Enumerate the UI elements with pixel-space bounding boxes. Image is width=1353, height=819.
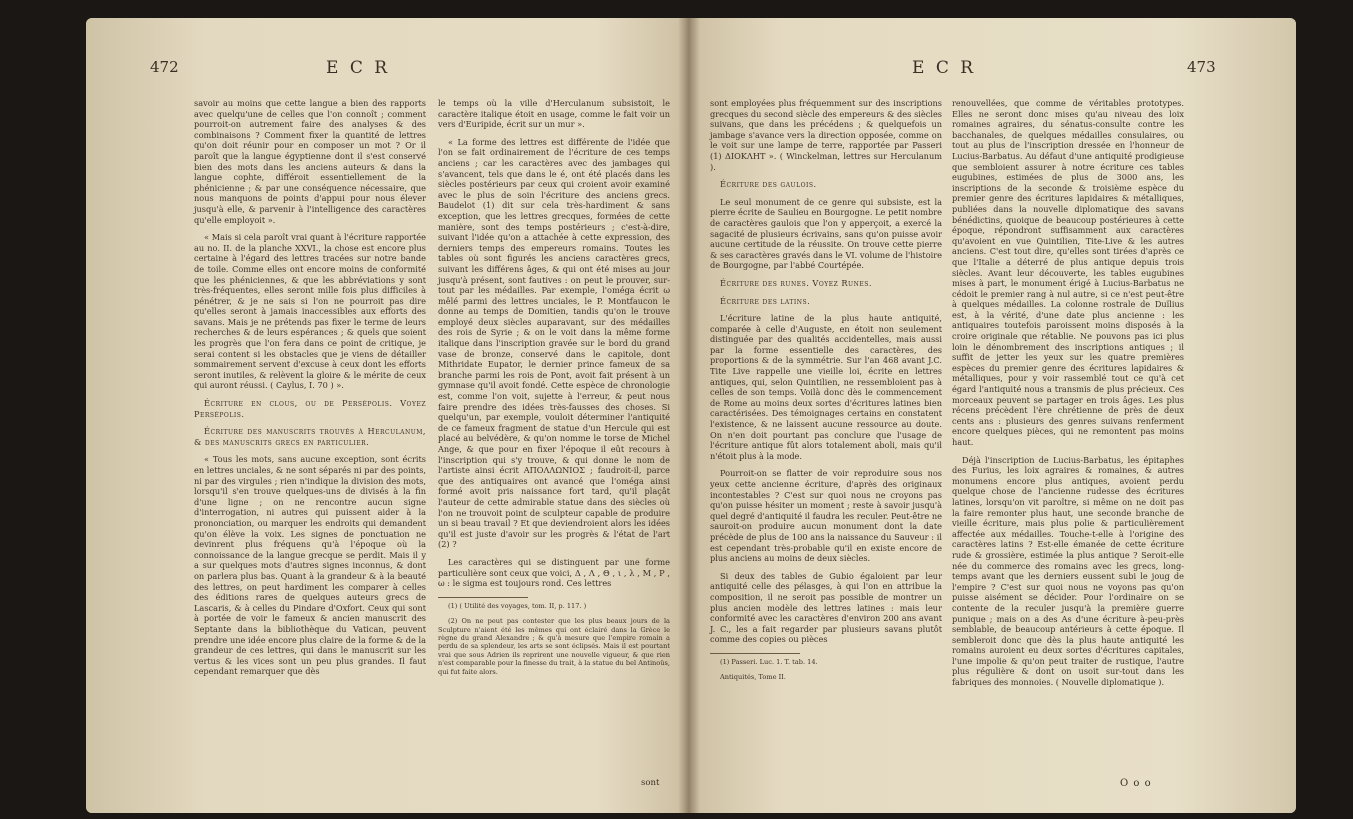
paragraph: savoir au moins que cette langue a bien des rapports avec quelqu'une de celles que l'on connoît ; comment pourroit-on autrement faire des analyses & des combinaisons ? Comment fixer la quantité de lettres qu'on doit réunir pour en composer un mot ? Or il paroît que la langue égyptienne dont il s'est conservé bien des mots dans les anciens auteurs & dans la langue cophte, différoit essentiellement de la phénicienne ; & par une conséquence nécessaire, que nous manquons de points d'appui pour nous élever jusqu'à elle, & parvenir à l'intelligence des caractères qu'elle employoit ». [194, 98, 426, 225]
paragraph: renouvellées, que comme de véritables prototypes. Elles ne seront donc mises qu'au niveau des loix romaines agraires, du sénatus-consulte contre les bacchanales, de quelques médailles consulaires, ou tout au plus de l'inscription dressée en l'honneur de Lucius-Barbatus. Au défaut d'une antiquité prodigieuse que sembloient assurer à notre écriture ces tables eugubines, estimées de plus de 3000 ans, les inscriptions de la seconde & troisième espèce du premier genre des écritures lapidaires & métalliques, publiées dans la nouvelle diplomatique des savans bénédictins, quoique de beaucoup postérieures à cette époque, répondront suffisamment aux caractères qu'avoient en vue Quintilien, Tite-Live & les autres anciens. C'est tout dire, qu'elles sont tirées d'après ce que l'Italie a déterré de plus antique depuis trois siècles. Avant leur découverte, les tables eugubines mises à part, le monument érigé à Lucius-Barbatus ne cédoit le premier rang à nul autre, si ce n'est peut-être à quelques médailles. La colonne rostrale de Duïlius est, à la vérité, d'une date plus ancienne : les antiquaires toutefois paroissent moins disposés à la croire originale que rétablie. Ne pouvons pas ici plus loin le dénombrement des inscriptions antiques ; il suffit de jetter les yeux sur les quatre premières espèces du premier genre des écritures lapidaires & métalliques, pour y voir rassemblé tout ce qu'à cet égard l'antiquité nous a transmis de plus précieux. Ces morceaux peuvent se partager en trois âges. Les plus récens précèdent l'ère chrétienne de près de deux cents ans : plusieurs des genres suivans renferment encore quelques pièces, qui ne remontent pas moins haut. [952, 98, 1184, 447]
running-head: E C R [326, 58, 391, 78]
page-number: 473 [1187, 58, 1216, 76]
paragraph: « Tous les mots, sans aucune exception, sont écrits en lettres unciales, & ne sont séparés ni par des points, ni par des virgules ; rien n'indique la division des mots, lorsqu'il s'en trouve quelques-uns de divisés à la fin d'une ligne ; on ne rencontre aucun signe d'interrogation, ni autres qui puissent aider à la prononciation, ou marquer les endroits qui demandent qu'on élève la voix. Les signes de ponctuation ne devinrent plus fréquens qu'à l'époque où la connoissance de la langue grecque se perdit. Mais il y a sur quelques mots d'autres signes inconnus, & dont on parlera plus bas. Quant à la grandeur & à la beauté des lettres, on peut hardiment les comparer à celles des éditions rares de quelques auteurs grecs de Lascaris, & à celles du Pindare d'Oxfort. Ceux qui sont à portée de voir le fameux & ancien manuscrit des Septante dans la bibliothèque du Vatican, peuvent prendre une idée encore plus claire de la forme & de la grandeur de ces lettres, qui dans le manuscrit sur les vertus & les vices sont un peu plus grandes. Il faut cependant remarquer que dès [194, 454, 426, 677]
paragraph: L'écriture latine de la plus haute antiquité, comparée à celle d'Auguste, en étoit non seulement distinguée par des qualités accidentelles, mais aussi par la forme essentielle des caractères, des proportions & de la symmétrie. Sur l'an 468 avant J.C. Tite Live rappelle une vieille loi, écrite en lettres antiques, qui, selon Quintilien, ne ressembloient pas à celles de son temps. Voilà donc dès le commencement de Rome au moins deux sortes d'écritures latines bien caractérisées. Des témoignages certains en constatent l'existence, & ne laissent aucune ressource au doute. On n'en doit pourtant pas conclure que l'usage de l'écriture antique fût alors totalement aboli, mais qu'il n'étoit plus à la mode. [710, 313, 942, 461]
section-heading: Écriture des manuscrits trouvés à Herculanum, & des manuscrits grecs en particulier. [194, 426, 426, 447]
paragraph: « La forme des lettres est différente de l'idée que l'on se fait ordinairement de l'écriture de ces temps anciens ; car les caractères avec des jambages qui s'avancent, tels que dans le é, ont été placés dans les siècles postérieurs par ceux qui croient avoir examiné avec le plus de soin l'écriture des anciens grecs. Baudelot (1) dit sur cela très-hardiment & sans exception, que les lettres grecques, formées de cette manière, sont des temps postérieurs ; c'est-à-dire, suivant l'idée qu'on a attachée à cette expression, des derniers temps des empereurs romains. Toutes les tables où sont figurés les anciens caractères grecs, suivant les différens âges, & qui ont été mises au jour jusqu'à présent, sont fautives : on peut le prouver, sur-tout par les médailles. Par exemple, l'oméga écrit ω mêlé parmi des lettres unciales, le P. Montfaucon le donne au temps de Domitien, tandis qu'on le trouve employé deux siècles auparavant, sur des médailles des rois de Syrie ; & on le voit dans la même forme italique dans l'inscription gravée sur le bord du grand vase de bronze, conservé dans le capitole, dont Mithridate Eupator, le dernier prince fameux de sa branche parmi les rois de Pont, avoit fait présent à un gymnase qu'il avoit fondé. Cette espèce de chronologie est, comme l'on voit, sujette à l'erreur, & peut nous faire prendre des idées très-fausses des choses. Si quelqu'un, par exemple, vouloit déterminer l'antiquité de ce fameux fragment de statue d'un Hercule qui est placé au belvédère, & qu'on nomme le torse de Michel Ange, & que pour en fixer l'époque il eût recours à l'inscription qui s'y trouve, & qui donne le nom de l'artiste ainsi écrit ΑΠΟΛΛΩΝΙΟΣ ; faudroit-il, parce que des antiquaires ont avancé que l'oméga ainsi formé avoit pris naissance fort tard, qu'il plaçât l'auteur de cette admirable statue dans des siècles où l'on ne trouvoit point de sculpteur capable de produire un si beau travail ? Et que deviendroient alors les idées qu'il est juste d'avoir sur les progrès & l'état de l'art (2) ? [438, 136, 670, 550]
section-heading: Écriture des latins. [720, 295, 811, 306]
paragraph: sont employées plus fréquemment sur des inscriptions grecques du second siècle des empereurs & des siècles suivans, que dans les précédens ; & quelquefois un jambage s'avance vers la direction opposée, comme on le voit sur une lampe de terre, rapportée par Passeri (1) ΔΙΟΚΛΗΤ ». ( Winckelman, lettres sur Herculanum ). [710, 98, 942, 172]
catchword: sont [641, 778, 660, 788]
paragraph: « Mais si cela paroît vrai quant à l'écriture rapportée au no. II. de la planche XXVI., la chose est encore plus certaine à l'égard des lettres tracées sur notre bande de toile. Comme elles ont encore moins de conformité que les phéniciennes, & que les abbréviations y sont très-fréquentes, elles seront mille fois plus difficiles à pénétrer, & je ne sais si l'on ne pourroit pas dire qu'elles seront à jamais inaccessibles aux efforts des savans. Mais je ne prétends pas fixer le terme de leurs recherches & de leurs espérances ; & quels que soient les progrès que l'on fera dans ce point de critique, je serai content si les obstacles que je viens de détailler sommairement servent d'excuse à ceux dont les efforts seront inutiles, & relèvent la gloire & le mérite de ceux qui auront réussi. ( Caylus, I. 70 ) ». [194, 232, 426, 391]
open-book [86, 18, 1296, 813]
left-column-2 [438, 98, 670, 683]
paragraph: Pourroit-on se flatter de voir reproduire sous nos yeux cette ancienne écriture, d'après des originaux incontestables ? C'est sur quoi nous ne croyons pas qu'on puisse hésiter un moment ; reste à savoir jusqu'à quel degré d'antiquité il faudra les reculer. Peut-être ne sauroit-on produire aucun monument dont la date précède de plus de 100 ans la naissance du Sauveur : il est cependant très-probable qu'il en existe encore de plus anciens au moins de deux siècles. [710, 468, 942, 564]
section-heading: Écriture en clous, ou de Persépolis. Voyez Persépolis. [194, 398, 426, 419]
footnote: (1) ( Utilité des voyages, tom. II, p. 117. ) [448, 601, 587, 610]
paragraph: Déjà l'inscription de Lucius-Barbatus, les épitaphes des Furius, les loix agraires & romaines, & autres monumens encore plus antiques, avoient perdu quelque chose de l'ancienne rudesse des écritures latines, lorsqu'on vit paroître, si même on ne doit pas la faire remonter plus haut, une seconde branche de vieille écriture, mais plus polie & particulièrement affectée aux médailles. Touche-t-elle à l'origine des caractères latins ? Est-elle émanée de cette écriture rude & grossière, estimée la plus antique ? Seroit-elle née du commerce des romains avec les grecs, long-temps avant que les derniers eussent subi le joug de l'empire ? C'est sur quoi nous ne voyons pas qu'on puisse aisément se décider. Pour l'ordinaire on se contente de la reculer jusqu'à la première guerre punique ; mais on a des As d'une écriture à-peu-près semblable, de beaucoup antérieurs à cette époque. Il sembleroit donc que dès la plus haute antiquité les romains auroient eu deux sortes d'écritures capitales, l'une impolie & qu'on peut traiter de rustique, l'autre plus régulière & dont on usoit sur-tout dans les fabriques des monnoies. ( Nouvelle diplomatique ). [952, 454, 1184, 688]
section-heading: Écriture des gaulois. [720, 179, 817, 190]
right-column-1 [710, 98, 942, 689]
page-number: 472 [150, 58, 179, 76]
paragraph: le temps où la ville d'Herculanum subsistoit, le caractère italique étoit en usage, comme le fait voir un vers d'Euripide, écrit sur un mur ». [438, 98, 670, 130]
footnote: (2) On ne peut pas contester que les plus beaux jours de la Sculpture n'aient été les mêmes qui ont éclairé dans la Grèce le règne du grand Alexandre ; & qu'à mesure que l'empire romain a perdu de sa splendeur, les arts se sont éclipsés. Mais il est pourtant vrai que sous Adrien ils reprirent une nouvelle vigueur, & que rien n'est comparable pour la finesse du trait, à la statue du bel Antinoüs, qui fut faite alors. [438, 617, 670, 676]
left-column-1 [194, 98, 426, 684]
section-heading: Écriture des runes. Voyez Runes. [720, 277, 872, 288]
right-page [690, 18, 1296, 813]
paragraph: Le seul monument de ce genre qui subsiste, est la pierre écrite de Saulieu en Bourgogne. Le petit nombre de caractères gaulois que l'on y apperçoit, a exercé la sagacité de plusieurs écrivains, sans qu'on puisse avoir aucune certitude de la réussite. On trouve cette pierre & ses caractères gravés dans le VI. volume de l'histoire de Bourgogne, par l'abbé Courtépée. [710, 196, 942, 271]
running-head: E C R [912, 58, 977, 78]
signature-mark: O o o [1120, 778, 1152, 789]
left-page [86, 18, 686, 813]
book-gutter [678, 18, 700, 813]
footnote: Antiquités, Tome II. [720, 673, 786, 682]
right-column-2 [952, 98, 1184, 695]
paragraph: Si deux des tables de Gubio égaloient par leur antiquité celle des pélasges, à qui l'on en attribue la composition, il ne seroit pas possible de montrer un plus ancien modèle des lettres latines : mais leur conformité avec les caractères d'environ 200 ans avant J. C., les a fait regarder par plusieurs savans plutôt comme des copies ou pièces [710, 570, 942, 645]
footnote: (1) Passeri. Luc. 1. T. tab. 14. [720, 657, 818, 666]
footnote-rule [438, 597, 528, 598]
footnote-rule [710, 653, 800, 654]
paragraph: Les caractères qui se distinguent par une forme particulière sont ceux que voici, Δ , Λ , Θ , ι , λ , Μ , Ρ , ω : le sigma est toujours rond. Ces lettres [438, 556, 670, 589]
